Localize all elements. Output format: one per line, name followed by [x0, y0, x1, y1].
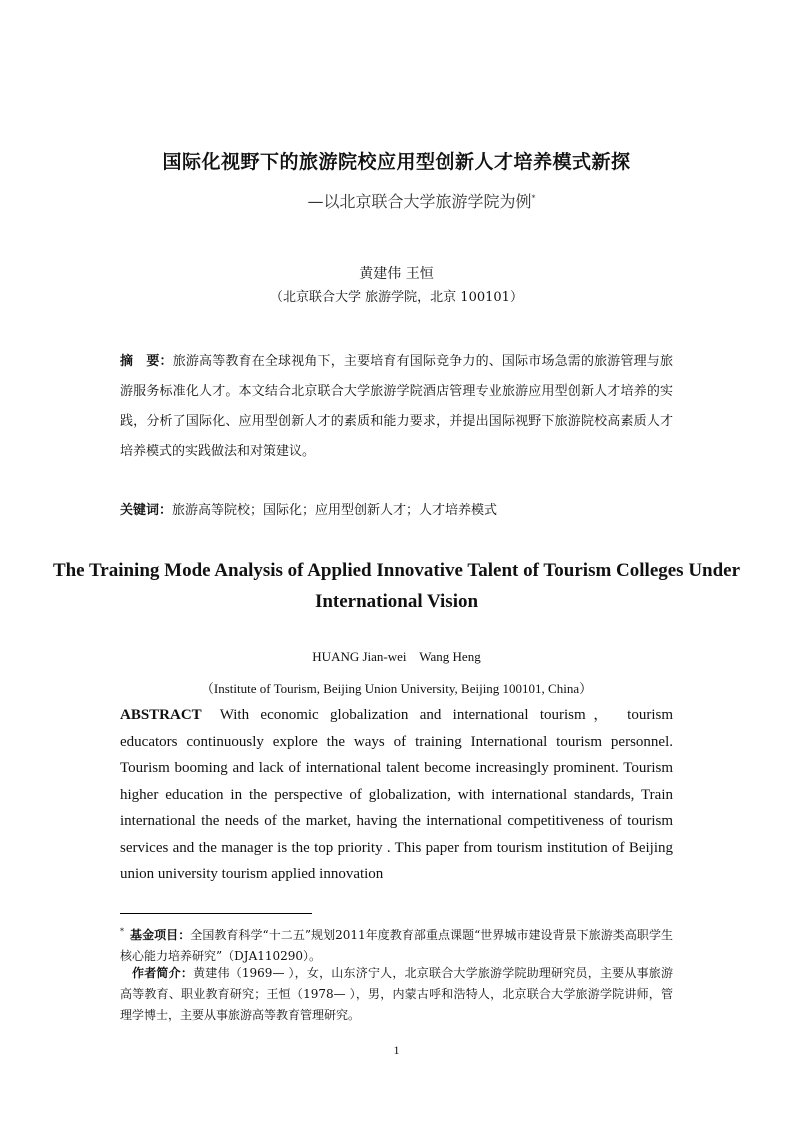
- english-abstract: [120, 702, 673, 888]
- english-title: [0, 555, 793, 617]
- chinese-keywords-label: 关键词：: [120, 503, 173, 518]
- chinese-abstract: [120, 347, 673, 467]
- footnote-author-bio: [120, 963, 673, 1026]
- chinese-abstract-label: 摘 要：: [120, 354, 173, 369]
- funding-footnote-mark: *: [120, 927, 124, 936]
- chinese-authors: 黄建伟 王恒: [359, 266, 434, 282]
- author-bio-text: 黄建伟（1969— ），女，山东济宁人，北京联合大学旅游学院助理研究员，主要从事旅游高等教育、职业教育研究；王恒（1978— ），男，内蒙古呼和浩特人，北京联合大学旅游学院讲师，管理学博士，主要从事旅游高等教育管理研究。: [120, 966, 673, 1022]
- english-title-text: The Training Mode Analysis of Applied Innovative Talent of Tourism Colleges Under International Vision: [52, 560, 741, 612]
- english-authors: HUANG Jian-wei Wang Heng: [312, 649, 481, 664]
- chinese-keywords: [120, 496, 673, 526]
- funding-label: 基金项目：: [130, 928, 191, 942]
- english-abstract-label: ABSTRACT: [120, 707, 202, 723]
- author-bio-label: 作者简介：: [132, 966, 194, 980]
- page-number: 1: [393, 1043, 400, 1057]
- footnote-divider: [120, 913, 312, 914]
- chinese-keywords-text: 旅游高等院校；国际化；应用型创新人才；人才培养模式: [172, 503, 498, 518]
- chinese-abstract-text: 旅游高等教育在全球视角下，主要培育有国际竞争力的、国际市场急需的旅游管理与旅游服务标准化人才。本文结合北京联合大学旅游学院酒店管理专业旅游应用型创新人才培养的实践，分析了国际化、应用型创新人才的素质和能力要求，并提出国际视野下旅游院校高素质人才培养模式的实践做法和对策建议。: [120, 354, 673, 459]
- english-abstract-text: With economic globalization and international tourism， tourism educators continuously explore the ways of training International tourism personnel. Tourism booming and lack of international talent become increasingly prominent. Tourism higher education in the perspective of globalization, with international standards, Train international the needs of the market, having the international competitiveness of tourism services and the manager is the top priority . This paper from tourism institution of Beijing union university tourism applied innovation: [120, 707, 673, 882]
- footnote-funding: [120, 921, 673, 967]
- subtitle-text: —以北京联合大学旅游学院为例: [307, 192, 532, 211]
- subtitle-footnote-mark: *: [531, 193, 536, 203]
- chinese-subtitle: [0, 189, 793, 212]
- funding-text: 全国教育科学“十二五”规划2011年度教育部重点课题“世界城市建设背景下旅游类高职学生核心能力培养研究”（DJA110290）。: [120, 928, 673, 963]
- chinese-affiliation: （北京联合大学 旅游学院，北京 100101）: [270, 290, 523, 305]
- english-affiliation: （Institute of Tourism, Beijing Union University, Beijing 100101, China）: [200, 681, 593, 696]
- chinese-title: 国际化视野下的旅游院校应用型创新人才培养模式新探: [162, 151, 631, 173]
